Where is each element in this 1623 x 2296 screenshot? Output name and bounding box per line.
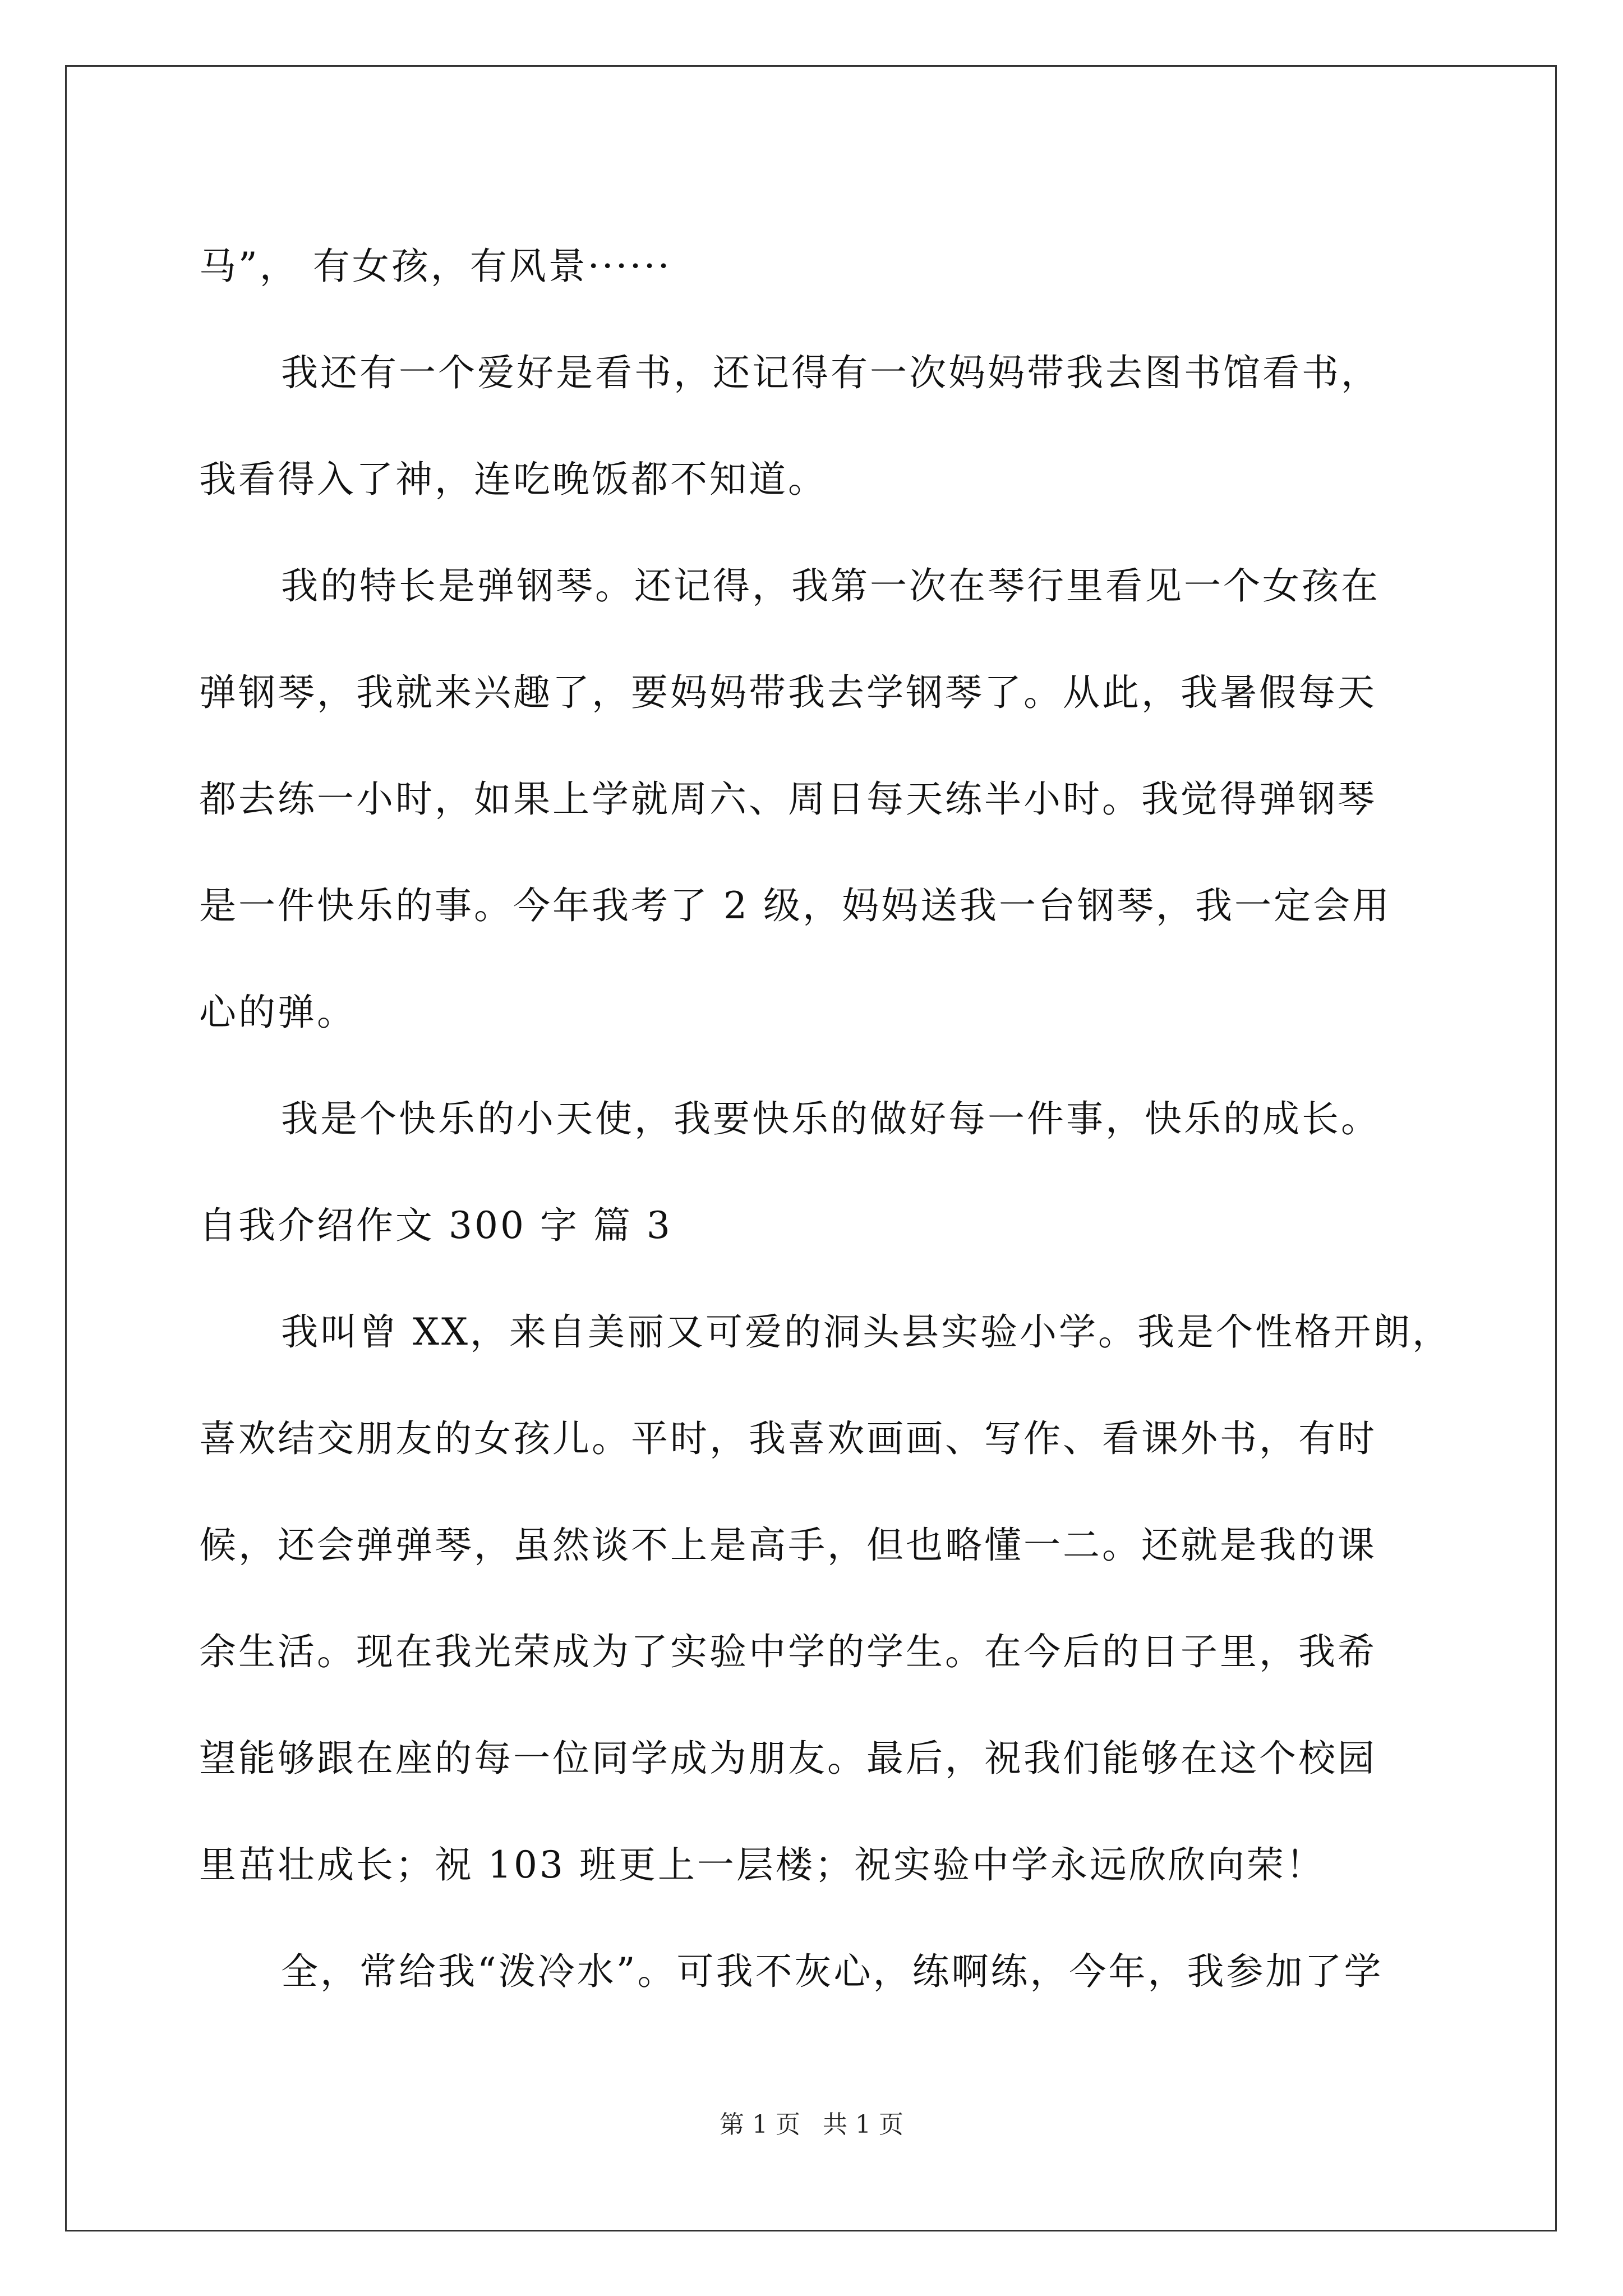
text-line: 心的弹。 (199, 991, 356, 1034)
text-line: 里茁壮成长；祝 103 班更上一层楼；祝实验中学永远欣欣向荣！ (199, 1843, 1325, 1887)
text-line: 望能够跟在座的每一位同学成为朋友。最后，祝我们能够在这个校园 (199, 1737, 1377, 1780)
text-line: 我叫曾 XX，来自美丽又可爱的洞头县实验小学。我是个性格开朗， (281, 1310, 1451, 1354)
paragraph-continuation (199, 213, 1433, 320)
text-line: 马”， 有女孩，有风景······ (199, 245, 672, 288)
section-heading (199, 1172, 1433, 1279)
text-line: 候，还会弹弹琴，虽然谈不上是高手，但也略懂一二。还就是我的课 (199, 1524, 1377, 1567)
document-body (199, 213, 1451, 2025)
text-line: 余生活。现在我光荣成为了实验中学的学生。在今后的日子里，我希 (199, 1630, 1377, 1673)
text-line: 全，常给我“泼冷水”。可我不灰心，练啊练，今年，我参加了学 (281, 1950, 1384, 1993)
paragraph-final-fragment (199, 1918, 1433, 2025)
paragraph-happy-angel (199, 1066, 1433, 1172)
text-line: 是一件快乐的事。今年我考了 2 级，妈妈送我一台钢琴，我一定会用 (199, 884, 1391, 927)
text-line: 我还有一个爱好是看书，还记得有一次妈妈带我去图书馆看书， (281, 351, 1380, 394)
page-number-total: 共 1 页 (823, 2110, 903, 2139)
text-line: 我的特长是弹钢琴。还记得，我第一次在琴行里看见一个女孩在 (281, 564, 1380, 608)
heading-line: 自我介绍作文 300 字 篇 3 (199, 1204, 672, 1247)
text-line: 弹钢琴，我就来兴趣了，要妈妈带我去学钢琴了。从此，我暑假每天 (199, 671, 1377, 714)
paragraph-piano (199, 533, 1433, 1066)
text-line: 喜欢结交朋友的女孩儿。平时，我喜欢画画、写作、看课外书，有时 (199, 1417, 1377, 1460)
text-line: 我看得入了神，连吃晚饭都不知道。 (199, 458, 827, 501)
page-footer (0, 2108, 1623, 2142)
text-line: 都去练一小时，如果上学就周六、周日每天练半小时。我觉得弹钢琴 (199, 777, 1377, 821)
text-line: 我是个快乐的小天使，我要快乐的做好每一件事，快乐的成长。 (281, 1097, 1380, 1140)
paragraph-self-introduction (199, 1279, 1451, 1918)
page-number-current: 第 1 页 (720, 2110, 800, 2139)
paragraph-reading-hobby (199, 320, 1433, 533)
